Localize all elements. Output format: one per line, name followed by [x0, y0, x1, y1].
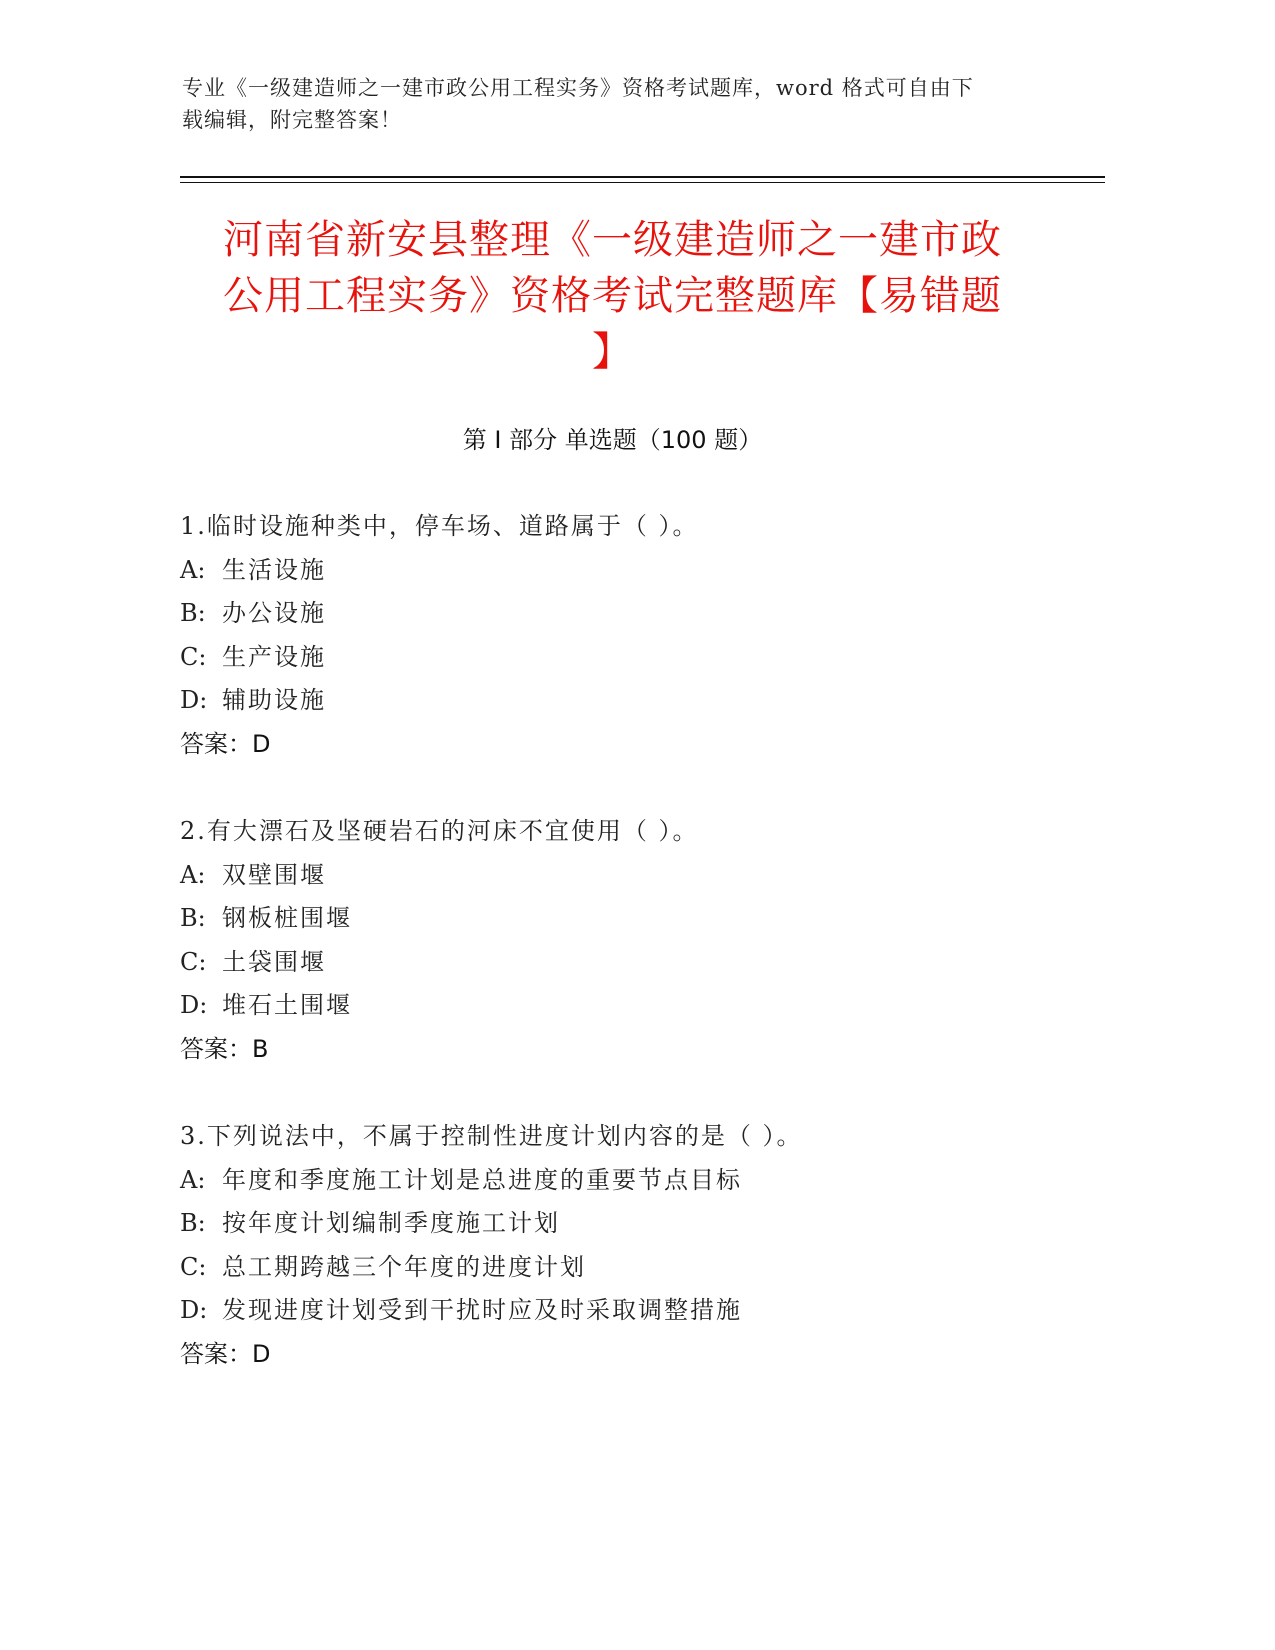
- document-title: [180, 212, 1045, 380]
- option-letter: A:: [180, 1165, 206, 1194]
- option-letter: C:: [180, 1252, 207, 1281]
- answer: 答案：B: [180, 1034, 269, 1063]
- option-letter: D:: [180, 991, 208, 1019]
- option-a: [180, 549, 1080, 593]
- option-letter: D:: [180, 1296, 208, 1324]
- document-title-line-1: 河南省新安县整理《一级建造师之一建市政: [223, 217, 1002, 263]
- header-note-line-2: 载编辑，附完整答案！: [182, 108, 402, 132]
- option-text: 堆石土围堰: [222, 991, 352, 1019]
- header-rule-thin: [180, 182, 1105, 183]
- option-text: 生产设施: [222, 642, 326, 671]
- question-stem: 2.有大漂石及坚硬岩石的河床不宜使用（ ）。: [180, 817, 699, 845]
- option-letter: A:: [180, 860, 206, 889]
- answer: 答案：D: [180, 729, 271, 758]
- option-c: [180, 941, 1080, 985]
- option-text: 年度和季度施工计划是总进度的重要节点目标: [222, 1165, 742, 1194]
- option-d: [180, 679, 1080, 723]
- option-text: 总工期跨越三个年度的进度计划: [222, 1252, 586, 1281]
- option-letter: C:: [180, 947, 207, 976]
- option-a: [180, 1159, 1080, 1203]
- option-b: [180, 592, 1080, 636]
- document-title-line-2: 公用工程实务》资格考试完整题库【易错题: [223, 273, 1002, 319]
- option-text: 土袋围堰: [222, 947, 326, 976]
- question-1: [180, 505, 1080, 766]
- option-text: 钢板桩围堰: [222, 904, 352, 932]
- option-text: 辅助设施: [222, 686, 326, 714]
- section-heading: 第 I 部分 单选题（100 题）: [462, 426, 763, 454]
- answer: 答案：D: [180, 1339, 271, 1368]
- option-a: [180, 854, 1080, 898]
- option-text: 生活设施: [222, 555, 326, 584]
- option-d: [180, 984, 1080, 1028]
- option-letter: D:: [180, 686, 208, 714]
- question-2: [180, 810, 1080, 1071]
- option-c: [180, 636, 1080, 680]
- option-b: [180, 1202, 1080, 1246]
- option-b: [180, 897, 1080, 941]
- option-text: 双壁围堰: [222, 860, 326, 889]
- option-letter: A:: [180, 555, 206, 584]
- option-letter: C:: [180, 642, 207, 671]
- question-stem: 1.临时设施种类中，停车场、道路属于（ ）。: [180, 512, 699, 540]
- option-text: 办公设施: [222, 599, 326, 627]
- header-rule-thick: [180, 176, 1105, 178]
- option-letter: B:: [180, 904, 206, 932]
- option-d: [180, 1289, 1080, 1333]
- option-c: [180, 1246, 1080, 1290]
- option-letter: B:: [180, 599, 206, 627]
- option-text: 按年度计划编制季度施工计划: [222, 1209, 560, 1237]
- question-stem: 3.下列说法中，不属于控制性进度计划内容的是（ ）。: [180, 1122, 803, 1150]
- question-list: [180, 505, 1080, 1420]
- option-text: 发现进度计划受到干扰时应及时采取调整措施: [222, 1296, 742, 1324]
- document-title-line-3: 】: [592, 329, 633, 375]
- header-note: [182, 72, 1042, 136]
- question-3: [180, 1115, 1080, 1376]
- header-note-line-1: 专业《一级建造师之一建市政公用工程实务》资格考试题库，word 格式可自由下: [182, 76, 974, 100]
- option-letter: B:: [180, 1209, 206, 1237]
